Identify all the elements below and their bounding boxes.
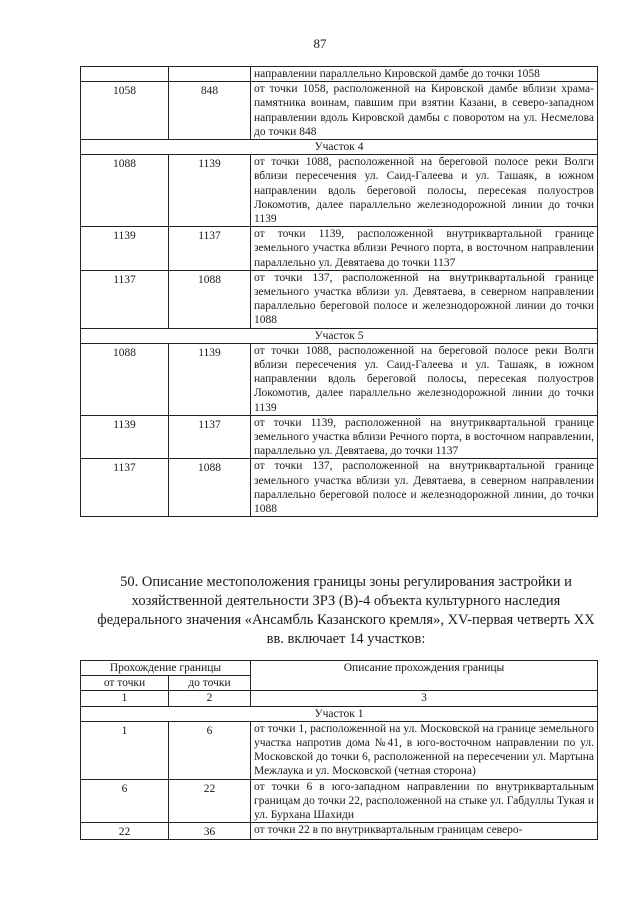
- to-point-cell: 36: [169, 823, 251, 840]
- table-row: [81, 155, 598, 227]
- table-header-row: [81, 661, 598, 676]
- to-point-cell: 1139: [169, 155, 251, 227]
- from-point-cell: 1137: [81, 459, 169, 517]
- table-column-numbers-row: [81, 691, 598, 706]
- header-to-point: до точки: [169, 676, 251, 691]
- from-point-cell: 1139: [81, 415, 169, 459]
- to-point-cell: [169, 67, 251, 82]
- description-cell: от точки 137, расположенной на внутриквартальной границе земельного участка вблизи ул. Девятаева, в северном направлении параллельно береговой полосе и железнодорожной линии, до точки 1088: [251, 459, 598, 517]
- from-point-cell: [81, 67, 169, 82]
- column-number-1: 1: [81, 691, 169, 706]
- header-from-point: от точки: [81, 676, 169, 691]
- description-cell: от точки 137, расположенной на внутриквартальной границе земельного участка вблизи ул. Девятаева, в северном направлении параллельно береговой полосе и железнодорожной линии до точки 1088: [251, 270, 598, 328]
- boundary-table-zrz-v4: [80, 660, 598, 840]
- to-point-cell: 1137: [169, 415, 251, 459]
- description-cell: от точки 1088, расположенной на береговой полосе реки Волги вблизи пересечения ул. Саид-Галеева и ул. Ташаяк, в южном направлении вдоль береговой полосы, пересекая полуостров Локомотив, далее параллельно железнодорожной линии до точки 1139: [251, 155, 598, 227]
- to-point-cell: 1088: [169, 459, 251, 517]
- table-row: [81, 459, 598, 517]
- from-point-cell: 22: [81, 823, 169, 840]
- from-point-cell: 6: [81, 779, 169, 823]
- section-heading: 50. Описание местоположения границы зоны регулирования застройки и хозяйственной деятельности ЗРЗ (В)-4 объекта культурного наследия федерального значения «Ансамбль Казанского кремля», XV-первая четверть XX вв. включает 14 участков:: [97, 574, 595, 647]
- to-point-cell: 1139: [169, 343, 251, 415]
- section-row: [81, 328, 598, 343]
- header-description: Описание прохождения границы: [251, 661, 598, 691]
- column-number-2: 2: [169, 691, 251, 706]
- section-row: [81, 706, 598, 721]
- table-row: [81, 270, 598, 328]
- table-row: [81, 823, 598, 840]
- boundary-table-body: [81, 706, 598, 840]
- header-boundary-group: Прохождение границы: [81, 661, 251, 676]
- description-cell: направлении параллельно Кировской дамбе до точки 1058: [251, 67, 598, 82]
- description-cell: от точки 1058, расположенной на Кировской дамбе вблизи храма-памятника воинам, павшим при взятии Казани, в северо-западном направлении вдоль Кировской дамбы с поворотом на ул. Несмелова до точки 848: [251, 82, 598, 140]
- table-row: [81, 82, 598, 140]
- from-point-cell: 1139: [81, 227, 169, 271]
- description-cell: от точки 1, расположенной на ул. Московской на границе земельного участка напротив дома №41, в юго-восточном направлении по ул. Московской до точки 6, расположенной на пересечении ул. Мартына Межлаука и ул. Московской (четная сторона): [251, 721, 598, 779]
- section-label: Участок 4: [81, 140, 598, 155]
- description-cell: от точки 6 в юго-западном направлении по внутриквартальным границам до точки 22, расположенной на стыке ул. Габдуллы Тукая и ул. Бурхана Шахиди: [251, 779, 598, 823]
- section-label: Участок 5: [81, 328, 598, 343]
- description-cell: от точки 22 в по внутриквартальным границам северо-: [251, 823, 598, 840]
- to-point-cell: 22: [169, 779, 251, 823]
- from-point-cell: 1088: [81, 343, 169, 415]
- description-cell: от точки 1139, расположенной на внутриквартальной границе земельного участка вблизи Речного порта, в восточном направлении, параллельно ул. Девятаева, до точки 1137: [251, 415, 598, 459]
- to-point-cell: 6: [169, 721, 251, 779]
- table-row: [81, 721, 598, 779]
- from-point-cell: 1058: [81, 82, 169, 140]
- boundary-table-continued: [80, 66, 598, 517]
- table-row: [81, 67, 598, 82]
- to-point-cell: 848: [169, 82, 251, 140]
- from-point-cell: 1088: [81, 155, 169, 227]
- description-cell: от точки 1088, расположенной на береговой полосе реки Волги вблизи пересечения ул. Саид-Галеева и ул. Ташаяк, в южном направлении вдоль береговой полосы, пересекая полуостров Локомотив, далее параллельно железнодорожной линии до точки 1139: [251, 343, 598, 415]
- description-cell: от точки 1139, расположенной внутриквартальной границе земельного участка вблизи Речного порта, в восточном направлении параллельно ул. Девятаева до точки 1137: [251, 227, 598, 271]
- from-point-cell: 1: [81, 721, 169, 779]
- boundary-table-body: [81, 67, 598, 517]
- table-row: [81, 343, 598, 415]
- to-point-cell: 1137: [169, 227, 251, 271]
- table-row: [81, 779, 598, 823]
- to-point-cell: 1088: [169, 270, 251, 328]
- section-row: [81, 140, 598, 155]
- table-row: [81, 415, 598, 459]
- section-label: Участок 1: [81, 706, 598, 721]
- table-row: [81, 227, 598, 271]
- page-number: 87: [313, 36, 327, 51]
- column-number-3: 3: [251, 691, 598, 706]
- from-point-cell: 1137: [81, 270, 169, 328]
